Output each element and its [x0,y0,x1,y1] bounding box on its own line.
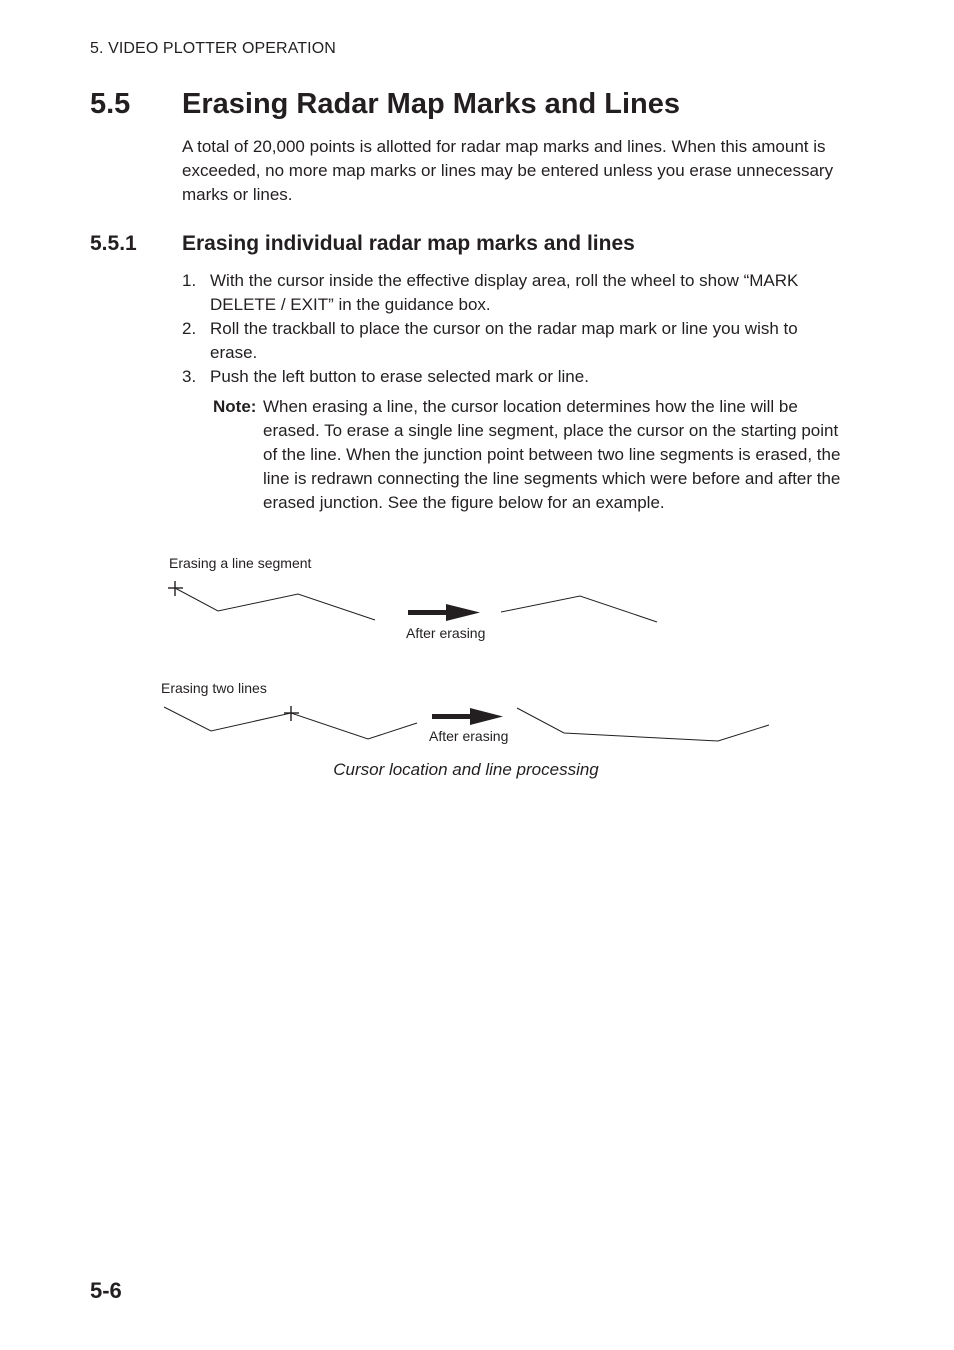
line-after-two [517,708,769,741]
step-number: 1. [182,271,197,290]
note-text: When erasing a line, the cursor location determines how the line will be erased. To erase a single line segment, place the cursor on the starting point of the line. When the junction point between two line segments is erased, the line is redrawn connecting the line segments which were before and after the erased junction. See the figure below for an example. [263,397,841,512]
page-number: 5-6 [90,1278,122,1303]
step-number: 2. [182,319,197,338]
arrow-right-icon [432,708,503,725]
section-number: 5.5 [90,88,131,120]
intro-paragraph: A total of 20,000 points is allotted for radar map marks and lines. When this amount is exceeded, no more map marks or lines may be entered unless you erase unnecessary marks or lines. [182,137,834,204]
line-after-segment [501,596,657,622]
figure-label-segment: Erasing a line segment [169,555,312,571]
step-text: Push the left button to erase selected mark or line. [210,367,589,386]
subsection-number: 5.5.1 [90,232,137,255]
figure-after-label-2: After erasing [429,728,509,744]
note-label: Note: [213,397,257,416]
figure-caption: Cursor location and line processing [333,760,599,779]
step-text: Roll the trackball to place the cursor on the radar map mark or line you wish to erase. [210,319,798,362]
arrow-right-icon [408,604,480,621]
section-title: Erasing Radar Map Marks and Lines [182,88,680,120]
figure-label-two-lines: Erasing two lines [161,680,267,696]
cursor-cross-icon [168,581,183,596]
figure-after-label-1: After erasing [406,625,486,641]
line-before-segment [175,588,375,620]
step-text: With the cursor inside the effective display area, roll the wheel to show “MARK DELETE / EXIT” in the guidance box. [210,271,799,314]
subsection-title: Erasing individual radar map marks and lines [182,232,635,255]
running-head: 5. VIDEO PLOTTER OPERATION [90,40,336,57]
step-number: 3. [182,367,197,386]
cursor-cross-icon [284,706,299,721]
